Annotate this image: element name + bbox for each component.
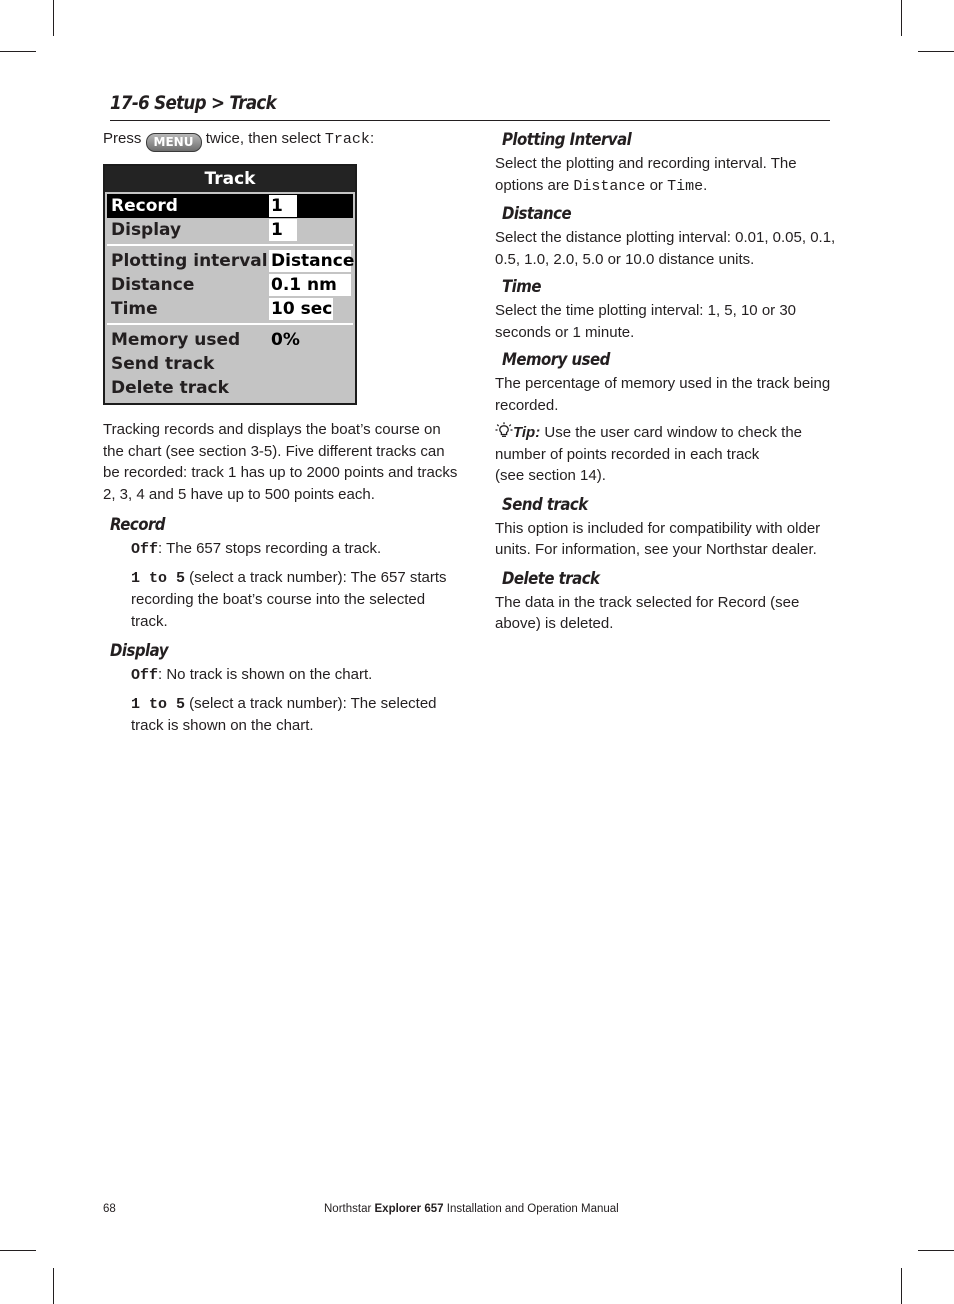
plotting-interval-text [495, 153, 835, 197]
display-off-item [131, 664, 463, 687]
intro-track-code: Track [324, 131, 370, 148]
screen-row-time[interactable] [107, 297, 353, 321]
plotting-interval-heading: Plotting Interval [502, 130, 632, 150]
intro-press: Press [103, 130, 142, 147]
record-off-text: : The 657 stops recording a track. [158, 540, 382, 557]
footer-manual: Installation and Operation Manual [446, 1203, 619, 1215]
tip-label: Tip: [513, 424, 541, 441]
right-column [495, 128, 860, 635]
screen-row-value: 1 [269, 219, 297, 241]
display-range-code: 1 to 5 [131, 695, 186, 713]
screen-row-plotting-interval[interactable] [107, 249, 353, 273]
plotting-time-code: Time [667, 177, 704, 195]
display-heading: Display [110, 641, 168, 661]
tip-text-reference: (see section 14). [495, 467, 606, 484]
lightbulb-icon [495, 422, 513, 440]
screen-row-label: Record [111, 196, 178, 216]
record-range-item [131, 567, 463, 633]
screen-separator [107, 244, 353, 246]
footer-model: Explorer 657 [374, 1203, 444, 1215]
crop-mark [53, 0, 54, 36]
send-track-text: This option is included for compatibility with older units. For information, see your Northstar dealer. [495, 519, 821, 558]
plotting-text-part: or [645, 176, 668, 194]
screen-row-value: Distance [271, 251, 355, 271]
crop-mark [0, 51, 36, 52]
screen-row-label: Plotting interval [111, 251, 268, 271]
screen-row-value: 10 sec [271, 299, 333, 319]
send-track-heading: Send track [502, 494, 588, 515]
intro-twice: twice, then select [205, 130, 321, 147]
plotting-text-part: . [703, 176, 708, 194]
screen-title: Track [105, 166, 355, 192]
screen-row-memory-used[interactable] [107, 328, 353, 352]
screen-row-label: Distance [111, 275, 195, 295]
intro-colon: : [369, 130, 375, 147]
display-off-code: Off [131, 667, 159, 684]
record-range-text: (select a track number): The 657 starts recording the boat’s course into the selected track. [131, 568, 447, 630]
track-menu-screen [103, 164, 357, 405]
record-off-code: Off [131, 541, 159, 558]
screen-row-value: 0% [271, 330, 300, 350]
display-range-item [131, 693, 463, 737]
tip-paragraph [495, 422, 840, 487]
delete-track-text: The data in the track selected for Record (see above) is deleted. [495, 593, 800, 632]
screen-row-label: Display [111, 220, 182, 240]
page-number: 68 [103, 1203, 116, 1215]
crop-mark [901, 0, 902, 36]
screen-separator [107, 323, 353, 325]
intro-line [103, 128, 463, 152]
record-heading: Record [110, 515, 165, 535]
menu-key-icon: MENU [146, 133, 202, 152]
footer-title [324, 1203, 619, 1215]
crop-mark [918, 1250, 954, 1251]
left-column [103, 128, 463, 737]
distance-heading: Distance [502, 204, 572, 224]
crop-mark [901, 1268, 902, 1304]
plotting-text-part: Select the plotting and recording interval. The options are [495, 155, 797, 194]
crop-mark [0, 1250, 36, 1251]
screen-row-delete-track[interactable] [107, 376, 353, 400]
display-off-text: : No track is shown on the chart. [158, 666, 373, 683]
record-off-item [131, 538, 463, 561]
time-text: Select the time plotting interval: 1, 5, 10 or 30 seconds or 1 minute. [495, 302, 797, 341]
title-rule [110, 120, 830, 121]
screen-row-value: 0.1 nm [269, 274, 351, 296]
screen-row-send-track[interactable] [107, 352, 353, 376]
memory-used-heading: Memory used [502, 350, 610, 370]
screen-row-record[interactable] [107, 194, 353, 218]
footer-brand: Northstar [324, 1203, 372, 1215]
plotting-distance-code: Distance [573, 177, 646, 195]
memory-used-text: The percentage of memory used in the track being recorded. [495, 375, 831, 414]
screen-row-label: Memory used [111, 330, 241, 350]
screen-row-label: Delete track [111, 378, 229, 398]
screen-row-label: Send track [111, 354, 215, 374]
screen-row-distance[interactable] [107, 273, 353, 297]
screen-row-display[interactable] [107, 218, 353, 242]
crop-mark [53, 1268, 54, 1304]
tracking-description: Tracking records and displays the boat’s course on the chart (see section 3-5). Five different tracks can be recorded: track 1 has up to 2000 points and tracks 2, 3, 4 and 5 have up to 500 points each. [103, 421, 458, 503]
distance-text: Select the distance plotting interval: 0.01, 0.05, 0.1, 0.5, 1.0, 2.0, 5.0 or 10.0 distance units. [495, 229, 836, 268]
crop-mark [918, 51, 954, 52]
display-range-text: (select a track number): The selected track is shown on the chart. [131, 694, 437, 734]
screen-row-value: 1 [269, 195, 297, 217]
delete-track-heading: Delete track [502, 568, 600, 589]
time-heading: Time [502, 277, 541, 297]
section-title: 17-6 Setup > Track [110, 92, 277, 114]
record-range-code: 1 to 5 [131, 569, 186, 587]
screen-row-label: Time [111, 299, 158, 319]
tip-text: Use the user card window to check the number of points recorded in each track [495, 424, 803, 463]
